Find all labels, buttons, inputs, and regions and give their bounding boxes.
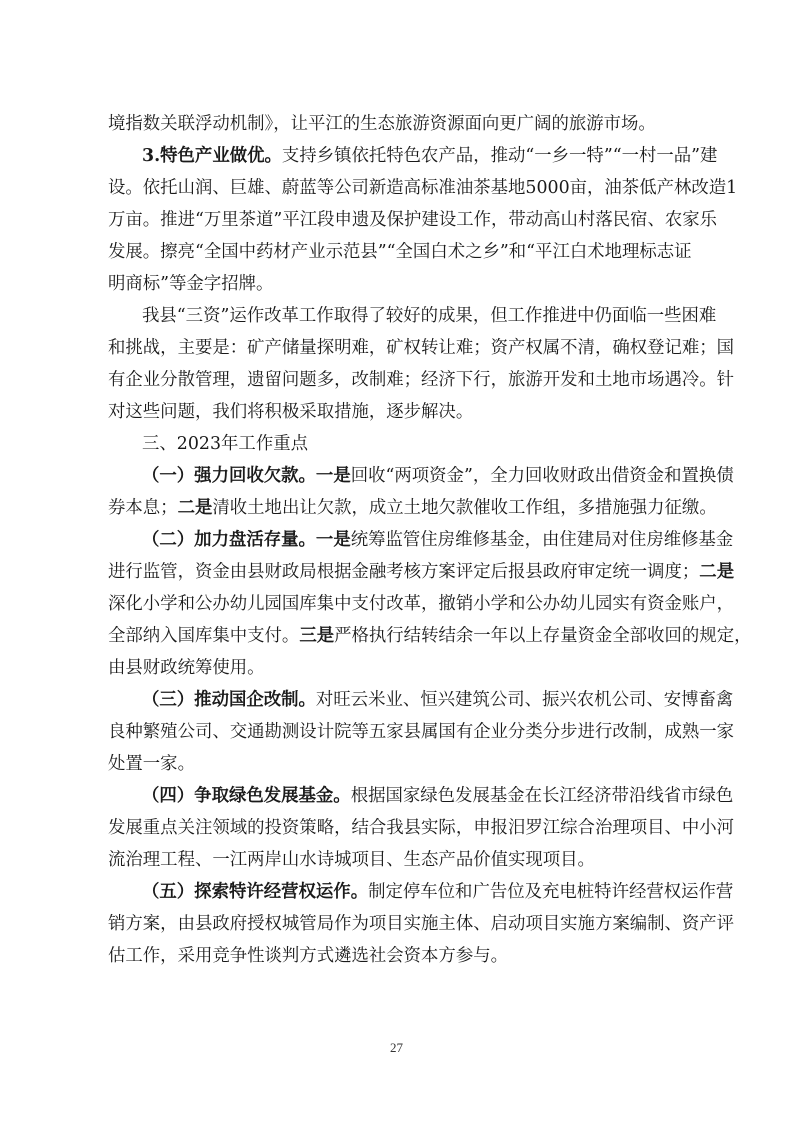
text-line: 3.特色产业做优。支持乡镇依托特色农产品，推动“一乡一特”“一村一品”建 [142,146,718,166]
paragraph-heading: （一）强力回收欠款。 [142,466,316,486]
text-line: 全部纳入国库集中支付。三是严格执行结转结余一年以上存量资金全部收回的规定， [108,626,752,646]
document-body [108,108,752,972]
paragraph-soe-reform [108,684,735,780]
text-line: 万亩。推进“万里茶道”平江段申遗及保护建设工作，带动高山村落民宿、农家乐 [108,210,718,230]
page-number: 27 [390,1040,403,1055]
paragraph-recover-arrears [108,460,734,524]
text-line: 券本息；二是清收土地出让欠款，成立土地欠款催收工作组，多措施强力征缴。 [108,498,717,518]
section-heading [108,428,688,460]
text-line: 由县财政统筹使用。 [108,658,265,678]
text-line: 发展重点关注领域的投资策略，结合我县实际，申报汨罗江综合治理项目、中小河 [108,818,735,838]
text-line: 处置一家。 [108,754,195,774]
text-line: （二）加力盘活存量。一是统筹监管住房维修基金，由住建局对住房维修基金 [142,530,734,550]
paragraph-franchise-rights [108,876,735,972]
text-line: 销方案，由县政府授权城管局作为项目实施主体、启动项目实施方案编制、资产评 [108,914,735,934]
text-line: （三）推动国企改制。对旺云米业、恒兴建筑公司、振兴农机公司、安博畜禽 [142,690,734,710]
text-line: 深化小学和公办幼儿园国库集中支付改革，撤销小学和公办幼儿园实有资金账户， [108,594,735,614]
paragraph-featured-industry [108,140,738,300]
text-line: 我县“三资”运作改革工作取得了较好的成果，但工作推进中仍面临一些困难 [142,306,717,326]
text-line: 明商标”等金字招牌。 [108,274,274,294]
paragraph-green-fund [108,780,735,876]
text-line: （四）争取绿色发展基金。根据国家绿色发展基金在长江经济带沿线省市绿色 [142,786,734,806]
paragraph-challenges [108,300,735,428]
text-line: 良种繁殖公司、交通勘测设计院等五家县属国有企业分类分步进行改制，成熟一家 [108,722,735,742]
text-line: 和挑战，主要是：矿产储量探明难，矿权转让难；资产权属不清，确权登记难；国 [108,338,735,358]
text-line: 有企业分散管理，遗留问题多，改制难；经济下行，旅游开发和土地市场遇冷。针 [108,370,735,390]
paragraph [108,108,688,140]
text-line: 对这些问题，我们将积极采取措施，逐步解决。 [108,402,474,422]
text-line: 流治理工程、一江两岸山水诗城项目、生态产品价值实现项目。 [108,850,595,870]
text-line: 发展。擦亮“全国中药材产业示范县”“全国白术之乡”和“平江白术地理标志证 [108,242,692,262]
paragraph-revitalize-stock [108,524,752,684]
text-line: 境指数关联浮动机制》，让平江的生态旅游资源面向更广阔的旅游市场。 [108,114,656,134]
text-line: 估工作，采用竞争性谈判方式遴选社会资本方参与。 [108,946,508,966]
paragraph-heading: （四）争取绿色发展基金。 [142,786,351,806]
text-line: 进行监管，资金由县财政局根据金融考核方案评定后报县政府审定统一调度；二是 [108,562,735,582]
paragraph-heading: 3.特色产业做优。 [142,146,282,166]
text-line: （一）强力回收欠款。一是回收“两项资金”，全力回收财政出借资金和置换债 [142,466,734,486]
paragraph-heading: （五）探索特许经营权运作。 [142,882,369,902]
paragraph-heading: （三）推动国企改制。 [142,690,316,710]
text-line: 设。依托山润、巨雄、蔚蓝等公司新造高标准油茶基地5000亩，油茶低产林改造1 [108,178,738,198]
paragraph-heading: （二）加力盘活存量。 [142,530,316,550]
text-line: （五）探索特许经营权运作。制定停车位和广告位及充电桩特许经营权运作营 [142,882,734,902]
text-line: 三、2023年工作重点 [142,434,308,454]
